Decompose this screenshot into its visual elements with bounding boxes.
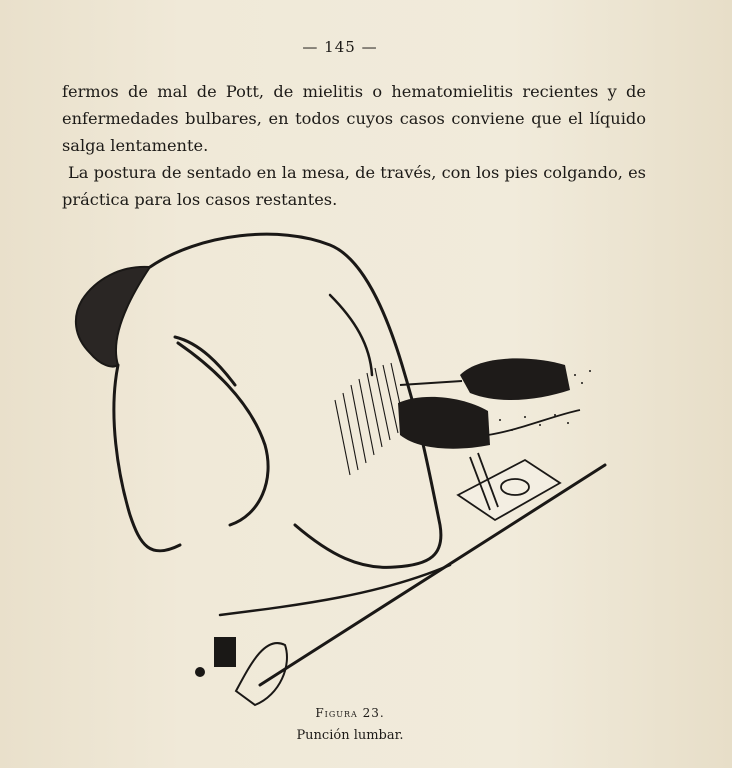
sleeve-line [488,410,580,435]
buttock [295,525,395,567]
table-front [260,465,605,685]
figure-label: Figura 23. [315,706,385,720]
arm-outline [114,365,180,551]
gloved-hand-upper [460,358,570,400]
ink-bottle [214,637,236,667]
iodine-hatching [335,363,404,475]
body-text [62,78,646,213]
hair-shape [76,267,150,367]
figure-caption: Punción lumbar. [296,728,404,743]
gloved-hand-lower [398,397,490,449]
cork [195,667,205,677]
page-number: — 145 — [302,38,378,56]
paragraph-1: fermos de mal de Pott, de mielitis o hematomielitis recientes y de enfermedades bulbares, en todos cuyos casos conviene que el líquido salga lentamente. [62,82,646,155]
shoulder-line [175,337,235,385]
paragraph-2: La postura de sentado en la mesa, de través, con los pies colgando, es práctica para los casos restantes. [62,163,646,209]
back-outline [150,234,441,567]
table-edge [220,565,450,615]
tube-tray [458,453,560,520]
spine-line [330,295,372,375]
lumbar-puncture-illustration [0,225,732,715]
needle [400,381,462,385]
